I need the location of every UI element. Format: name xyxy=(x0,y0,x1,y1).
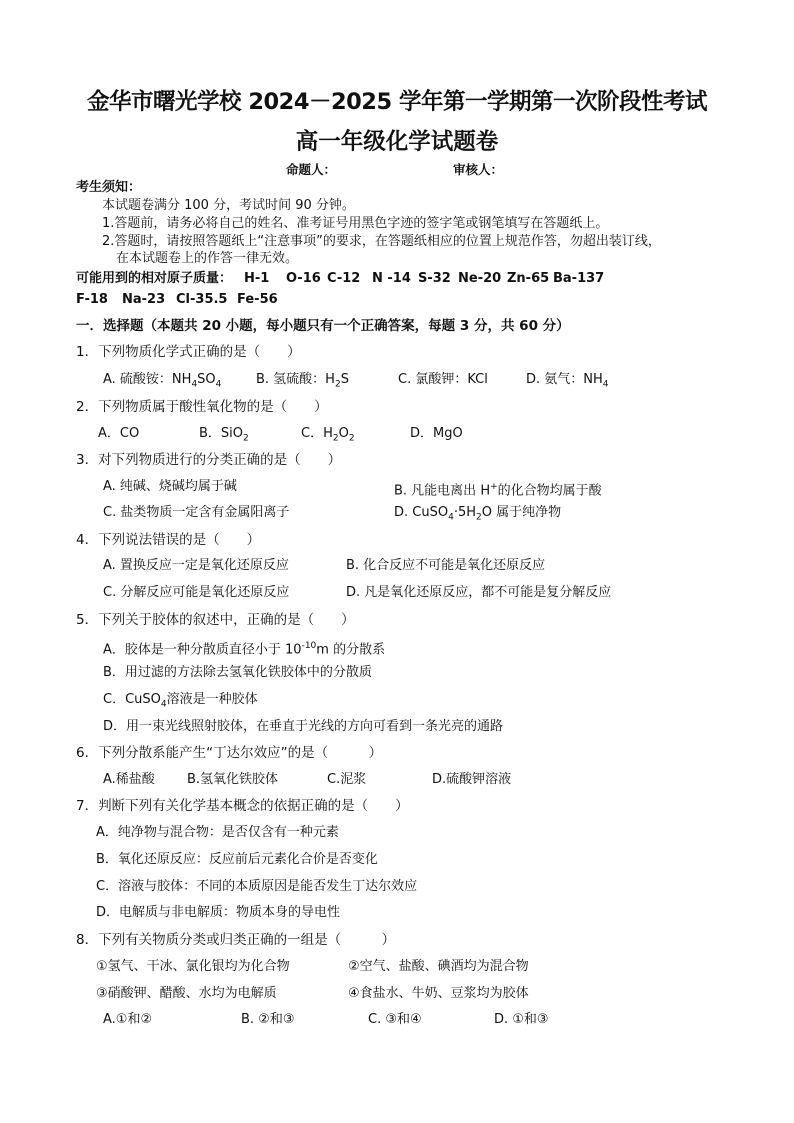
option-d: D. $CuSO_4\cdot 5H_2O$ 属于纯净物 xyxy=(394,505,562,523)
section-heading: 一．选择题（本题共 20 小题，每小题只有一个正确答案，每题 3 分，共 60 分） xyxy=(76,318,570,334)
atomic-mass-item: Ba-137 xyxy=(553,271,605,286)
option-c: C.泥浆 xyxy=(327,772,367,787)
atomic-mass-item: Zn-65 xyxy=(507,271,550,286)
notice-line: 在本试题卷上的作答一律无效。 xyxy=(116,251,299,266)
option-a: A.稀盐酸 xyxy=(103,772,155,787)
question-stem: 4．下列说法错误的是（ ） xyxy=(76,532,261,548)
notice-line: 本试题卷满分 100 分，考试时间 90 分钟。 xyxy=(102,198,355,213)
statement-1: ①氢气、干冰、氯化银均为化合物 xyxy=(96,959,290,974)
atomic-mass-item: O-16 xyxy=(286,271,321,286)
option-a: A. 硫酸铵：$NH_4SO_4$ xyxy=(103,372,222,390)
atomic-mass-item: C-12 xyxy=(327,271,361,286)
option-b: B. 凡能电离出 H+的化合物均属于酸 xyxy=(394,482,602,499)
atomic-mass-item: F-18 xyxy=(76,292,108,307)
atomic-mass-item: Na-23 xyxy=(122,292,166,307)
question-stem: 2．下列物质属于酸性氧化物的是（ ） xyxy=(76,399,328,415)
statement-4: ④食盐水、牛奶、豆浆均为胶体 xyxy=(348,986,529,1001)
option-d: D. 凡是氧化还原反应，都不可能是复分解反应 xyxy=(346,585,612,600)
option-b: B．用过滤的方法除去氢氧化铁胶体中的分散质 xyxy=(103,665,372,680)
option-d: D.硫酸钾溶液 xyxy=(432,772,512,787)
option-b: B. 氢硫酸：$H_2S$ xyxy=(256,372,349,390)
option-c: C. 盐类物质一定含有金属阳离子 xyxy=(103,505,290,520)
exam-subtitle: 高一年级化学试题卷 xyxy=(295,129,499,155)
notice-line: 1.答题前，请务必将自己的姓名、准考证号用黑色字迹的签字笔或钢笔填写在答题纸上。 xyxy=(102,216,609,231)
option-b: B．氧化还原反应：反应前后元素化合价是否变化 xyxy=(96,852,378,867)
option-c: C. 分解反应可能是氧化还原反应 xyxy=(103,585,290,600)
atomic-mass-item: Fe-56 xyxy=(237,292,278,307)
notice-line: 2.答题时，请按照答题纸上“注意事项”的要求，在答题纸相应的位置上规范作答，勿超出装订线， xyxy=(102,234,661,249)
option-c: C．溶液与胶体：不同的本质原因是能否发生丁达尔效应 xyxy=(96,879,418,894)
option-c: C．$H_2O_2$ xyxy=(301,426,355,444)
statement-2: ②空气、盐酸、碘酒均为混合物 xyxy=(348,959,529,974)
option-d: D. ①和③ xyxy=(494,1012,549,1027)
atomic-mass-label: 可能用到的相对原子质量： xyxy=(76,271,233,286)
option-a: A．胶体是一种分散质直径小于 $10^{-10}m$ 的分散系 xyxy=(103,641,386,658)
option-d: D．MgO xyxy=(410,426,463,441)
option-b: B．SiO$_2$ xyxy=(199,426,249,444)
reviewer-label: 审核人： xyxy=(453,162,504,177)
option-c: C．CuSO$_4$溶液是一种胶体 xyxy=(103,692,258,710)
atomic-mass-item: Ne-20 xyxy=(458,271,502,286)
option-b: B.氢氧化铁胶体 xyxy=(187,772,279,787)
option-d: D．电解质与非电解质：物质本身的导电性 xyxy=(96,905,341,920)
option-a: A．CO xyxy=(98,426,140,441)
atomic-mass-item: Cl-35.5 xyxy=(176,292,228,307)
option-d: D．用一束光线照射胶体，在垂直于光线的方向可看到一条光亮的通路 xyxy=(103,719,504,734)
option-a: A．纯净物与混合物：是否仅含有一种元素 xyxy=(96,825,339,840)
statement-3: ③硝酸钾、醋酸、水均为电解质 xyxy=(96,986,277,1001)
exam-title: 金华市曙光学校 2024－2025 学年第一学期第一次阶段性考试 xyxy=(87,89,707,115)
option-c: C. 氯酸钾：KCl xyxy=(398,372,488,387)
option-a: A.①和② xyxy=(103,1012,153,1027)
question-stem: 6．下列分散系能产生“丁达尔效应”的是（ ） xyxy=(76,745,383,761)
question-stem: 5．下列关于胶体的叙述中，正确的是（ ） xyxy=(76,612,355,628)
question-stem: 7．判断下列有关化学基本概念的依据正确的是（ ） xyxy=(76,798,409,814)
atomic-mass-item: S-32 xyxy=(418,271,451,286)
question-stem: 1．下列物质化学式正确的是（ ） xyxy=(76,344,301,360)
notice-heading: 考生须知： xyxy=(76,180,142,195)
option-b: B. 化合反应不可能是氧化还原反应 xyxy=(346,558,546,573)
atomic-mass-item: H-1 xyxy=(244,271,270,286)
option-d: D. 氨气：$NH_4$ xyxy=(526,372,609,390)
question-stem: 3．对下列物质进行的分类正确的是（ ） xyxy=(76,452,342,468)
atomic-mass-item: N -14 xyxy=(372,271,411,286)
question-stem: 8．下列有关物质分类或归类正确的一组是（ ） xyxy=(76,932,396,948)
option-b: B. ②和③ xyxy=(241,1012,295,1027)
option-c: C. ③和④ xyxy=(368,1012,422,1027)
setter-label: 命题人： xyxy=(286,162,337,177)
option-a: A. 纯碱、烧碱均属于碱 xyxy=(103,479,237,494)
option-a: A. 置换反应一定是氧化还原反应 xyxy=(103,558,289,573)
